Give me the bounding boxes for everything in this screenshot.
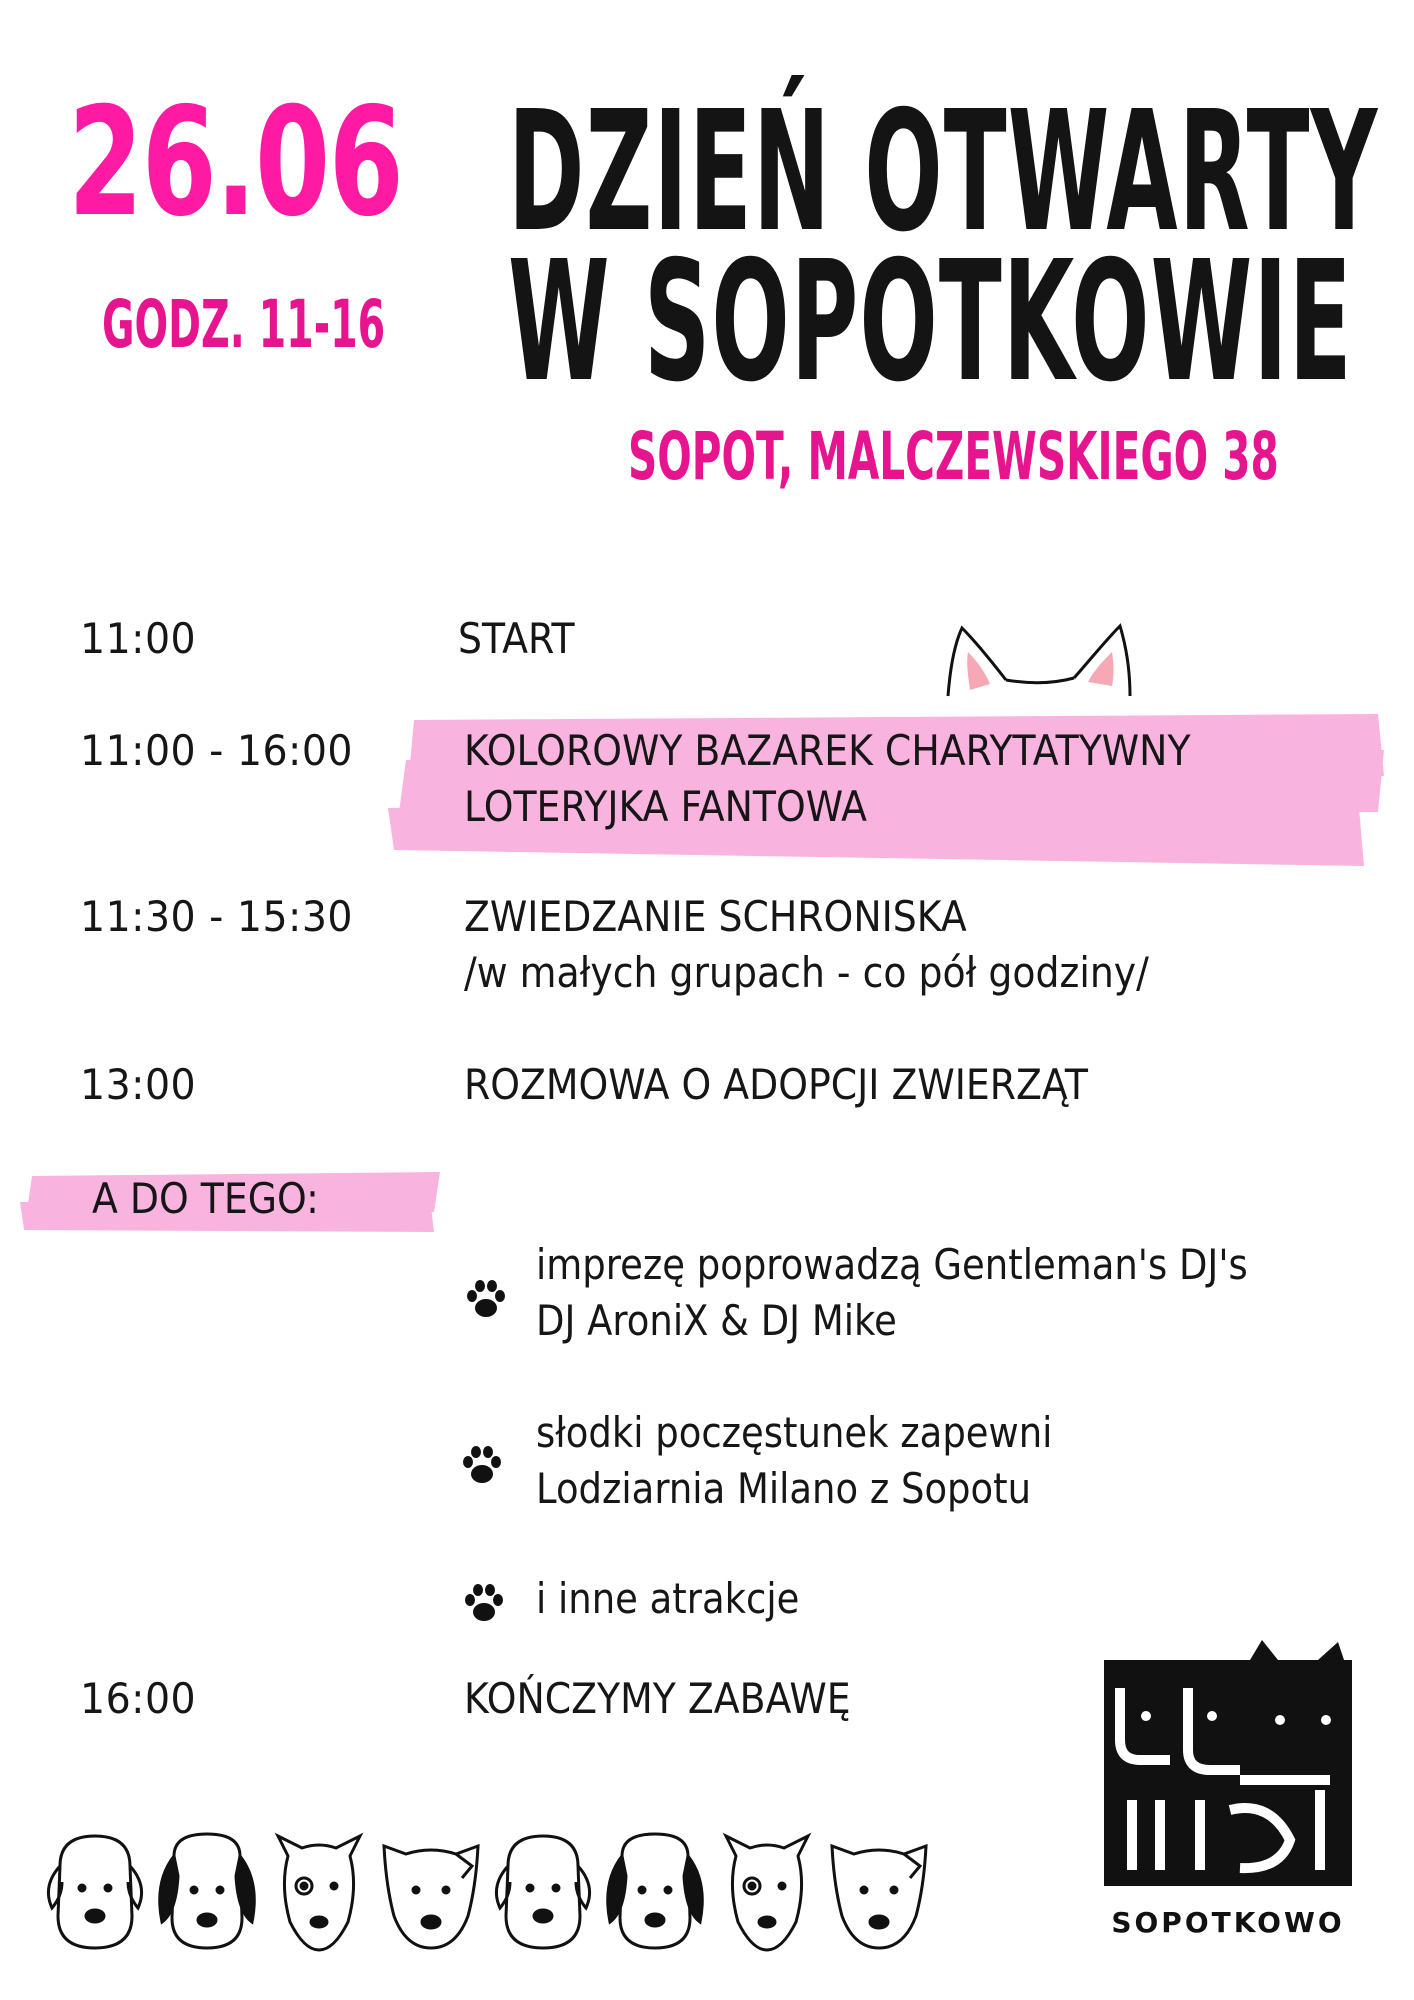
logo-name: SOPOTKOWO: [1111, 1906, 1345, 1939]
sopotkowo-logo: [1100, 1640, 1356, 1890]
extras-item-text: DJ AroniX & DJ Mike: [536, 1296, 897, 1345]
dog-face-icon: [160, 1834, 255, 1948]
dog-faces-row: [40, 1826, 970, 1956]
schedule-time: 11:00: [80, 614, 197, 663]
closing-time: 16:00: [80, 1674, 197, 1723]
schedule-event: START: [458, 614, 575, 663]
schedule-event: ROZMOWA O ADOPCJI ZWIERZĄT: [464, 1060, 1088, 1109]
dog-face-icon: [278, 1836, 360, 1950]
paw-icon: [460, 1444, 504, 1486]
dog-face-icon: [384, 1846, 478, 1948]
cat-ears-icon: [940, 620, 1140, 700]
dog-face-icon: [48, 1836, 141, 1948]
schedule-event: LOTERYJKA FANTOWA: [464, 782, 867, 831]
dog-face-icon: [726, 1836, 808, 1950]
schedule-time: 13:00: [80, 1060, 197, 1109]
dog-face-icon: [608, 1834, 703, 1948]
extras-item-text: Lodziarnia Milano z Sopotu: [536, 1464, 1032, 1513]
event-date: 26.06: [68, 76, 403, 250]
closing-text: KOŃCZYMY ZABAWĘ: [464, 1674, 851, 1723]
event-hours: GODZ. 11-16: [102, 286, 386, 363]
extras-item-text: i inne atrakcje: [536, 1574, 800, 1623]
paw-icon: [462, 1582, 506, 1624]
title-line-1: DZIEŃ OTWARTY: [508, 76, 1379, 269]
paw-icon: [464, 1278, 508, 1320]
schedule-time: 11:30 - 15:30: [80, 892, 354, 941]
event-address: SOPOT, MALCZEWSKIEGO 38: [628, 418, 1279, 495]
schedule-event: KOLOROWY BAZAREK CHARYTATYWNY: [464, 726, 1191, 775]
extras-label: A DO TEGO:: [92, 1174, 319, 1223]
schedule-event: /w małych grupach - co pół godziny/: [464, 948, 1149, 997]
dog-face-icon: [832, 1846, 926, 1948]
schedule-time: 11:00 - 16:00: [80, 726, 354, 775]
schedule-event: ZWIEDZANIE SCHRONISKA: [464, 892, 967, 941]
dog-face-icon: [496, 1836, 589, 1948]
extras-item-text: słodki poczęstunek zapewni: [536, 1408, 1053, 1457]
extras-item-text: imprezę poprowadzą Gentleman's DJ's: [536, 1240, 1248, 1289]
title-line-2: W SOPOTKOWIE: [508, 226, 1353, 419]
